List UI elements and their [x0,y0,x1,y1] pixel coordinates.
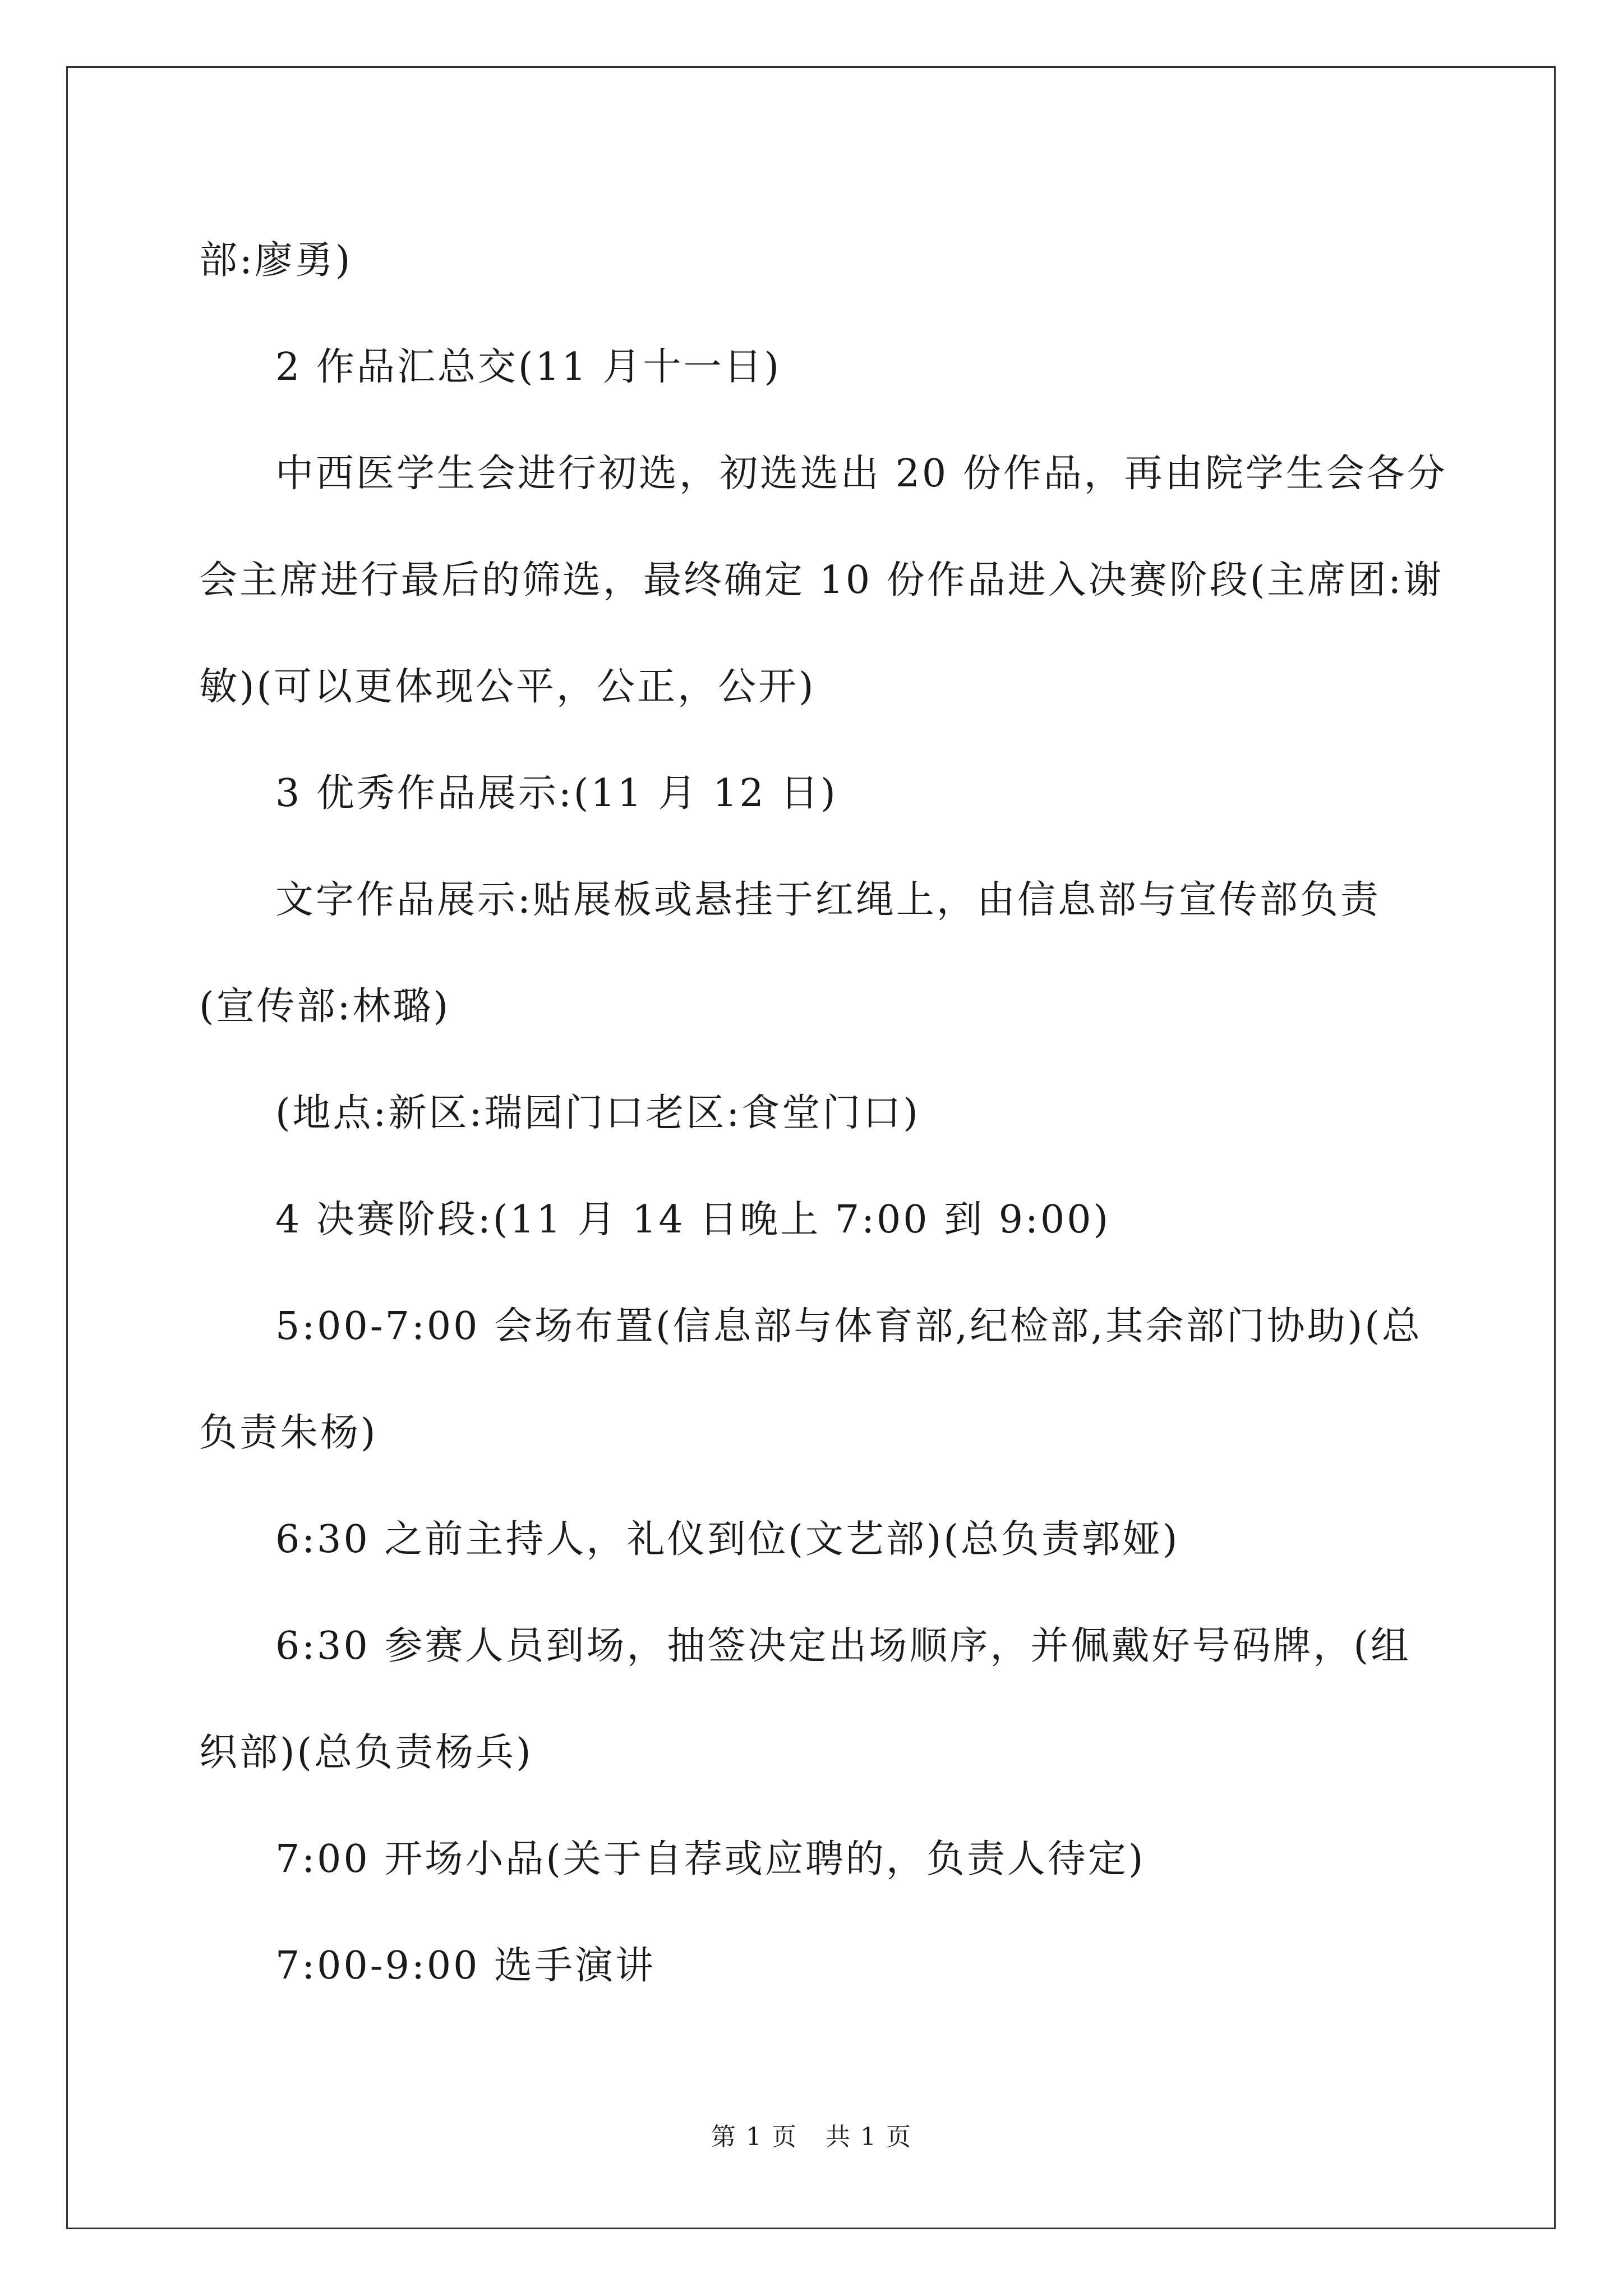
text-line: 5:00-7:00 会场布置(信息部与体育部,纪检部,其余部门协助)(总 [275,1304,1422,1349]
text-line: 7:00 开场小品(关于自荐或应聘的，负责人待定) [275,1837,1146,1881]
text-line: 2 作品汇总交(11 月十一日) [275,345,782,389]
text-line: 4 决赛阶段:(11 月 14 日晚上 7:00 到 9:00) [275,1198,1110,1242]
text-line: (宣传部:林璐) [199,984,450,1029]
text-line: 会主席进行最后的筛选，最终确定 10 份作品进入决赛阶段(主席团:谢 [199,558,1444,602]
text-line: 7:00-9:00 选手演讲 [275,1944,656,1988]
page-footer [0,2120,1623,2154]
text-line: 敏)(可以更体现公平，公正，公开) [199,665,816,709]
text-line: 6:30 参赛人员到场，抽签决定出场顺序，并佩戴好号码牌，(组 [275,1624,1411,1668]
text-line: 织部)(总负责杨兵) [199,1731,533,1775]
text-line: (地点:新区:瑞园门口老区:食堂门口) [275,1091,920,1135]
page-total: 共 1 页 [826,2123,912,2151]
document-body [199,208,1447,2019]
text-line: 文字作品展示:贴展板或悬挂于红绳上，由信息部与宣传部负责 [275,878,1381,922]
text-line: 6:30 之前主持人，礼仪到位(文艺部)(总负责郭娅) [275,1517,1180,1562]
page-number: 第 1 页 [711,2123,797,2151]
text-line: 负责朱杨) [199,1411,378,1455]
text-line: 3 优秀作品展示:(11 月 12 日) [275,771,838,816]
text-line: 中西医学生会进行初选，初选选出 20 份作品，再由院学生会各分 [275,452,1447,496]
text-line: 部:廖勇) [199,238,353,283]
